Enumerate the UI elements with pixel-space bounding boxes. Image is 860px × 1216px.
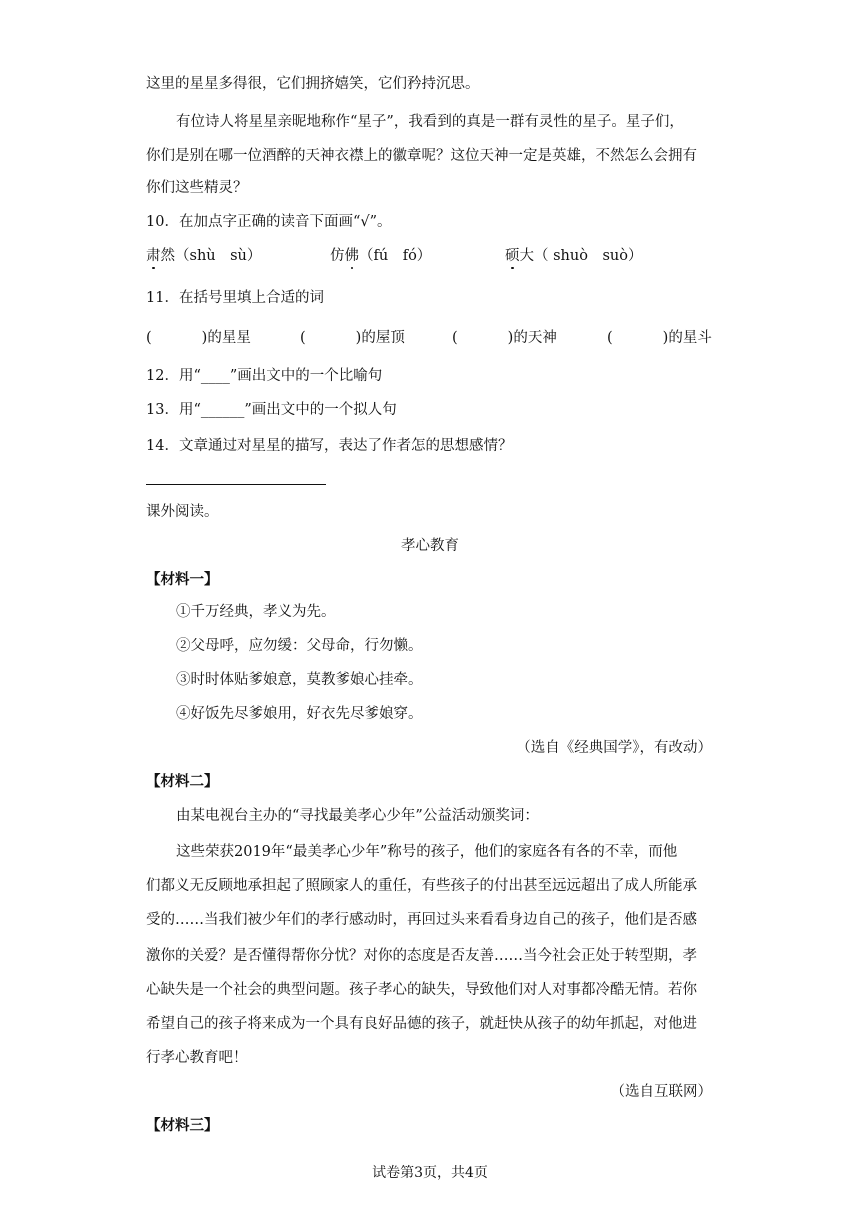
material-1-source: （选自《经典国学》，有改动） <box>516 740 712 756</box>
material-1-item: ③时时体贴爹娘意，莫教爹娘心挂牵。 <box>176 672 423 688</box>
passage-line: 你们是别在哪一位酒醉的天神衣襟上的徽章呢？这位天神一定是英雄，不然怎么会拥有 <box>146 148 697 164</box>
material-2-line: 这些荣获2019年“最美孝心少年”称号的孩子，他们的家庭各有各的不幸，而他 <box>176 844 678 860</box>
passage-line: 你们这些精灵？ <box>146 180 248 196</box>
question-10: 10．在加点字正确的读音下面画“√”。 <box>146 214 392 230</box>
material-2-line: 激你的关爱？是否懂得帮你分忧？对你的态度是否友善……当今社会正处于转型期，孝 <box>146 948 697 964</box>
material-2-line: 希望自己的孩子将来成为一个具有良好品德的孩子，就赶快从孩子的幼年抓起，对他进 <box>146 1016 697 1032</box>
material-2-intro: 由某电视台主办的“寻找最美孝心少年”公益活动颁奖词： <box>176 808 539 824</box>
material-2-source: （选自互联网） <box>610 1084 712 1100</box>
material-1-item: ①千万经典，孝义为先。 <box>176 604 336 620</box>
q11-blank-2: ( )的屋顶 <box>300 330 405 346</box>
material-3-label: 【材料三】 <box>146 1117 219 1134</box>
answer-line <box>146 484 326 485</box>
passage-line: 这里的星星多得很，它们拥挤嬉笑，它们矜持沉思。 <box>146 76 480 92</box>
material-1-item: ②父母呼，应勿缓：父母命，行勿懒。 <box>176 638 423 654</box>
material-1-label: 【材料一】 <box>146 571 219 588</box>
question-11: 11．在括号里填上合适的词 <box>146 290 324 306</box>
q11-blank-1: ( )的星星 <box>146 330 251 346</box>
question-12: 12．用“____”画出文中的一个比喻句 <box>146 368 383 384</box>
q10-item-3: 硕大（ shuò suò） <box>505 248 643 264</box>
question-13: 13．用“______”画出文中的一个拟人句 <box>146 402 397 418</box>
material-2-line: 们都义无反顾地承担起了照顾家人的重任，有些孩子的付出甚至远远超出了成人所能承 <box>146 878 697 894</box>
q11-blank-4: ( )的星斗 <box>607 330 712 346</box>
material-2-label: 【材料二】 <box>146 773 219 790</box>
page-footer: 试卷第3页，共4页 <box>372 1165 488 1181</box>
material-2-line: 行孝心教育吧！ <box>146 1050 248 1066</box>
material-2-line: 受的……当我们被少年们的孝行感动时，再回过头来看看身边自己的孩子，他们是否感 <box>146 912 697 928</box>
material-2-line: 心缺失是一个社会的典型问题。孩子孝心的缺失，导致他们对人对事都冷酷无情。若你 <box>146 982 697 998</box>
dotted-char: 硕 <box>505 248 520 264</box>
dotted-char: 肃 <box>146 248 161 264</box>
question-14: 14．文章通过对星星的描写，表达了作者怎的思想感情？ <box>146 438 513 454</box>
dotted-char: 佛 <box>344 248 359 264</box>
q10-item-1: 肃然（shù sù） <box>146 248 262 264</box>
passage-line: 有位诗人将星星亲昵地称作“星子”，我看到的真是一群有灵性的星子。星子们， <box>176 114 684 130</box>
article-title: 孝心教育 <box>401 538 459 554</box>
section-heading: 课外阅读。 <box>146 504 219 520</box>
material-1-item: ④好饭先尽爹娘用，好衣先尽爹娘穿。 <box>176 706 423 722</box>
q11-blank-3: ( )的天神 <box>452 330 557 346</box>
q10-item-2: 仿佛（fú fó） <box>330 248 432 264</box>
